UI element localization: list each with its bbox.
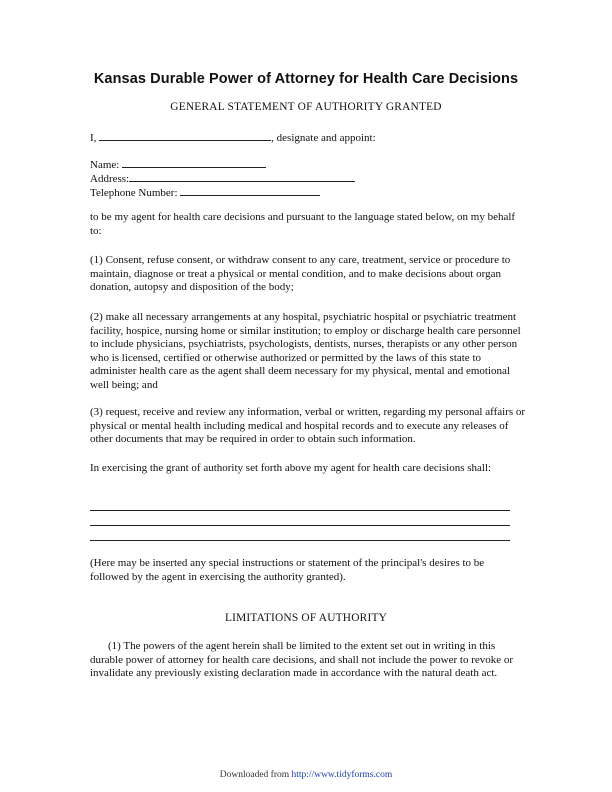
principal-name-field[interactable] bbox=[99, 130, 271, 141]
instructions-line-1[interactable] bbox=[90, 510, 510, 511]
agent-intro-paragraph: to be my agent for health care decisions and pursuant to the language stated below, on my behalf to: bbox=[90, 211, 516, 237]
agent-address-field[interactable] bbox=[129, 171, 355, 182]
agent-name-field[interactable] bbox=[122, 157, 266, 168]
clause-1-paragraph: (1) Consent, refuse consent, or withdraw consent to any care, treatment, service or procedure to maintain, diagnose or treat a physical or mental condition, and to make decisions about organ donation, autopsy and disposition of the body; bbox=[90, 254, 511, 294]
instructions-note-paragraph: (Here may be inserted any special instructions or statement of the principal's desires to be followed by the agent in exercising the authority granted). bbox=[90, 557, 485, 583]
section-heading-limitations: LIMITATIONS OF AUTHORITY bbox=[224, 612, 388, 624]
agent-address-line bbox=[90, 171, 355, 185]
instructions-line-3[interactable] bbox=[90, 540, 510, 541]
appoint-prefix: I, bbox=[90, 132, 97, 144]
agent-name-line bbox=[90, 157, 266, 171]
clause-3-paragraph: (3) request, receive and review any information, verbal or written, regarding my personal affairs or physical or mental health including medical and hospital records and to execute any releases of other documents that may be required in order to obtain such information. bbox=[90, 406, 526, 446]
footer-link[interactable]: http://www.tidyforms.com bbox=[291, 770, 393, 780]
name-label: Name: bbox=[90, 159, 120, 171]
footer-prefix: Downloaded from bbox=[219, 770, 290, 780]
agent-telephone-line bbox=[90, 185, 320, 199]
appoint-suffix: , designate and appoint: bbox=[271, 132, 376, 144]
telephone-label: Telephone Number: bbox=[90, 187, 178, 199]
agent-telephone-field[interactable] bbox=[180, 185, 320, 196]
appoint-line bbox=[90, 130, 376, 144]
instructions-line-2[interactable] bbox=[90, 525, 510, 526]
download-footer bbox=[0, 770, 612, 780]
clause-2-paragraph: (2) make all necessary arrangements at any hospital, psychiatric hospital or psychiatric treatment facility, hospice, nursing home or similar institution; to employ or discharge health care personnel to include physicians, psychiatrists, psychologists, dentists, nurses, therapists or any other person who is licensed, certified or otherwise authorized or permitted by the laws of this state to administer health care as the agent shall deem necessary for my physical, mental and emotional well being; and bbox=[90, 311, 521, 391]
document-title: Kansas Durable Power of Attorney for Health Care Decisions bbox=[93, 71, 519, 87]
limitation-1-text: (1) The powers of the agent herein shall be limited to the extent set out in writing in this durable power of attorney for health care decisions, and shall not include the power to revoke or invalidate any previously existing declaration made in accordance with the natural death act. bbox=[90, 640, 514, 680]
section-heading-authority: GENERAL STATEMENT OF AUTHORITY GRANTED bbox=[170, 101, 442, 113]
limitation-1-paragraph bbox=[90, 640, 526, 681]
address-label: Address: bbox=[90, 173, 130, 185]
exercising-paragraph: In exercising the grant of authority set forth above my agent for health care decisions shall: bbox=[90, 462, 492, 474]
